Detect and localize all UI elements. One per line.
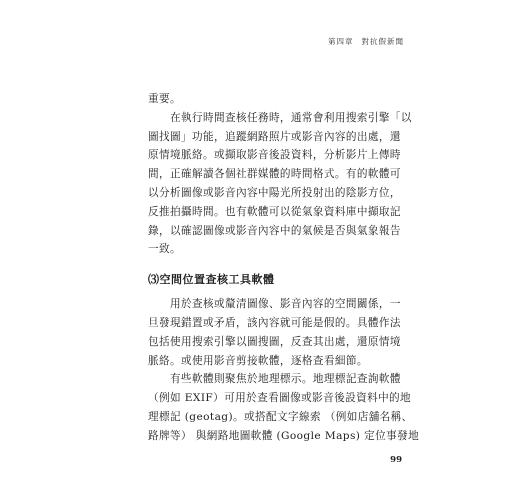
text-line: 以分析圖像或影音內容中陽光所投射出的陰影方位， [148, 186, 401, 199]
running-header-title: 對抗假新聞 [361, 37, 404, 46]
text-line: 脈絡。或使用影音剪接軟體，逐格查看細節。 [148, 354, 368, 367]
text-line: 在執行時間查核任務時，通常會利用搜索引擎「以 [170, 111, 412, 124]
body-text [148, 90, 420, 446]
text-line: 路牌等） 與網路地圖軟體 (Google Maps) 定位事發地 [148, 429, 420, 442]
text-line: 有些軟體則聚焦於地理標示。地理標記查詢軟體 [170, 373, 401, 386]
text-line: 錄，以確認圖像或影音內容中的氣候是否與氣象報告 [148, 224, 401, 237]
text-line: 理標記 (geotag)。或搭配文字線索 （例如店舖名稱、 [148, 410, 413, 423]
text-line: 圖找圖」功能，追蹤網路照片或影音內容的出處，還 [148, 130, 401, 143]
section-heading: ⑶空間位置查核工具軟體 [148, 273, 275, 287]
text-line: 一致。 [148, 243, 181, 256]
running-header-chapter: 第四章 [328, 37, 354, 46]
text-line: 重要。 [148, 93, 181, 105]
text-line: （例如 EXIF）可用於查看圖像或影音後設資料中的地 [148, 392, 412, 405]
text-line: 反推拍攝時間。也有軟體可以從氣象資料庫中擷取記 [148, 205, 401, 218]
text-line: 原情境脈絡。或擷取影音後設資料，分析影片上傳時 [148, 149, 401, 162]
page-number: 99 [390, 455, 402, 465]
running-header [328, 36, 404, 47]
text-line: 間，正確解讀各個社群媒體的時間格式。有的軟體可 [148, 168, 401, 181]
text-line: 用於查核或釐清圖像、影音內容的空間關係，一 [170, 298, 401, 311]
text-line: 旦發現錯置或矛盾，該內容就可能是假的。具體作法 [148, 316, 401, 329]
text-line: 包括使用搜索引擎以圖搜圖，反查其出處，還原情境 [148, 335, 401, 348]
